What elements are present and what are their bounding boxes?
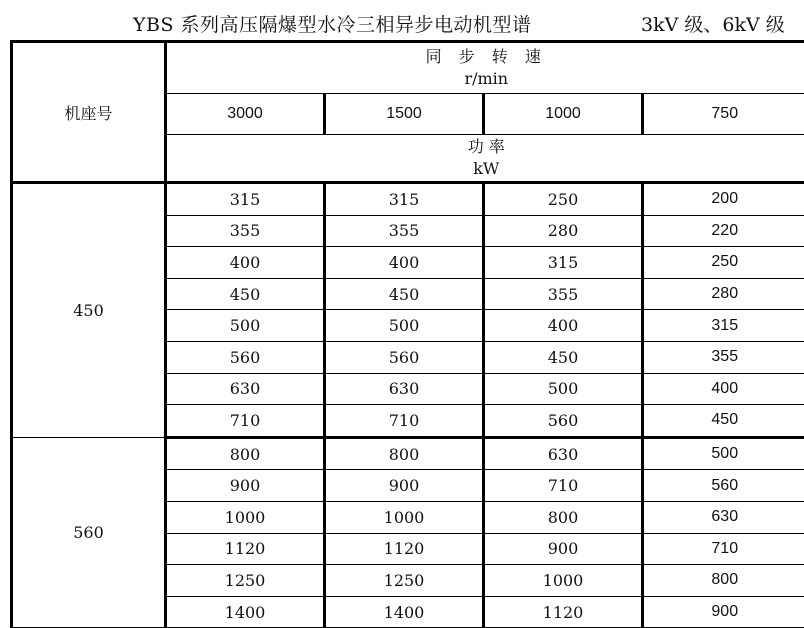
table-row — [12, 437, 804, 470]
frame-size-cell: 450 — [12, 183, 166, 438]
speed-unit: r/min — [167, 68, 804, 90]
power-value-cell: 1400 — [166, 596, 325, 628]
title-bar — [0, 0, 804, 40]
power-unit: kW — [167, 158, 804, 180]
power-value-cell: 500 — [643, 437, 804, 470]
power-value-cell: 710 — [643, 533, 804, 565]
speed-1000: 1000 — [484, 94, 643, 135]
power-value-cell: 630 — [166, 373, 325, 405]
power-value-cell: 1120 — [484, 596, 643, 628]
power-value-cell: 1400 — [325, 596, 484, 628]
power-value-cell: 500 — [325, 310, 484, 342]
power-value-cell: 450 — [484, 341, 643, 373]
speed-1500: 1500 — [325, 94, 484, 135]
power-value-cell: 200 — [643, 183, 804, 216]
power-value-cell: 560 — [484, 405, 643, 438]
power-value-cell: 710 — [484, 470, 643, 502]
power-value-cell: 450 — [166, 278, 325, 310]
power-value-cell: 315 — [325, 183, 484, 216]
power-value-cell: 400 — [166, 247, 325, 279]
power-value-cell: 1250 — [166, 565, 325, 597]
power-value-cell: 630 — [484, 437, 643, 470]
power-value-cell: 400 — [643, 373, 804, 405]
motor-spec-table — [10, 40, 804, 628]
power-value-cell: 630 — [325, 373, 484, 405]
voltage-class: 3kV 级、6kV 级 — [641, 10, 785, 37]
power-value-cell: 1120 — [325, 533, 484, 565]
power-value-cell: 1000 — [166, 501, 325, 533]
power-caption: 功 率 — [167, 136, 804, 158]
power-value-cell: 355 — [166, 215, 325, 247]
power-value-cell: 800 — [484, 501, 643, 533]
power-value-cell: 630 — [643, 501, 804, 533]
power-value-cell: 900 — [484, 533, 643, 565]
power-value-cell: 710 — [325, 405, 484, 438]
power-value-cell: 315 — [166, 183, 325, 216]
power-value-cell: 280 — [643, 278, 804, 310]
power-value-cell: 800 — [325, 437, 484, 470]
power-value-cell: 500 — [166, 310, 325, 342]
table-row — [12, 183, 804, 216]
frame-size-cell: 560 — [12, 437, 166, 628]
power-value-cell: 900 — [643, 596, 804, 628]
power-value-cell: 900 — [166, 470, 325, 502]
power-value-cell: 1250 — [325, 565, 484, 597]
power-value-cell: 355 — [325, 215, 484, 247]
power-value-cell: 900 — [325, 470, 484, 502]
power-value-cell: 1120 — [166, 533, 325, 565]
power-caption-cell — [166, 135, 804, 183]
power-value-cell: 560 — [166, 341, 325, 373]
speed-750: 750 — [643, 94, 804, 135]
frame-header: 机座号 — [12, 42, 166, 183]
power-value-cell: 220 — [643, 215, 804, 247]
power-value-cell: 500 — [484, 373, 643, 405]
speed-caption: 同 步 转 速 — [167, 46, 804, 68]
spec-table-body — [12, 42, 804, 628]
power-value-cell: 250 — [484, 183, 643, 216]
speed-3000: 3000 — [166, 94, 325, 135]
power-value-cell: 400 — [484, 310, 643, 342]
speed-caption-row — [12, 42, 804, 94]
power-value-cell: 710 — [166, 405, 325, 438]
power-value-cell: 280 — [484, 215, 643, 247]
power-value-cell: 315 — [643, 310, 804, 342]
power-value-cell: 800 — [643, 565, 804, 597]
power-value-cell: 800 — [166, 437, 325, 470]
power-value-cell: 560 — [643, 470, 804, 502]
power-value-cell: 355 — [643, 341, 804, 373]
power-value-cell: 355 — [484, 278, 643, 310]
power-value-cell: 560 — [325, 341, 484, 373]
power-value-cell: 315 — [484, 247, 643, 279]
power-value-cell: 1000 — [325, 501, 484, 533]
power-value-cell: 250 — [643, 247, 804, 279]
power-value-cell: 400 — [325, 247, 484, 279]
power-value-cell: 450 — [325, 278, 484, 310]
power-value-cell: 450 — [643, 405, 804, 438]
power-value-cell: 1000 — [484, 565, 643, 597]
document-title: YBS 系列高压隔爆型水冷三相异步电动机型谱 — [133, 10, 532, 37]
speed-caption-cell — [166, 42, 804, 94]
